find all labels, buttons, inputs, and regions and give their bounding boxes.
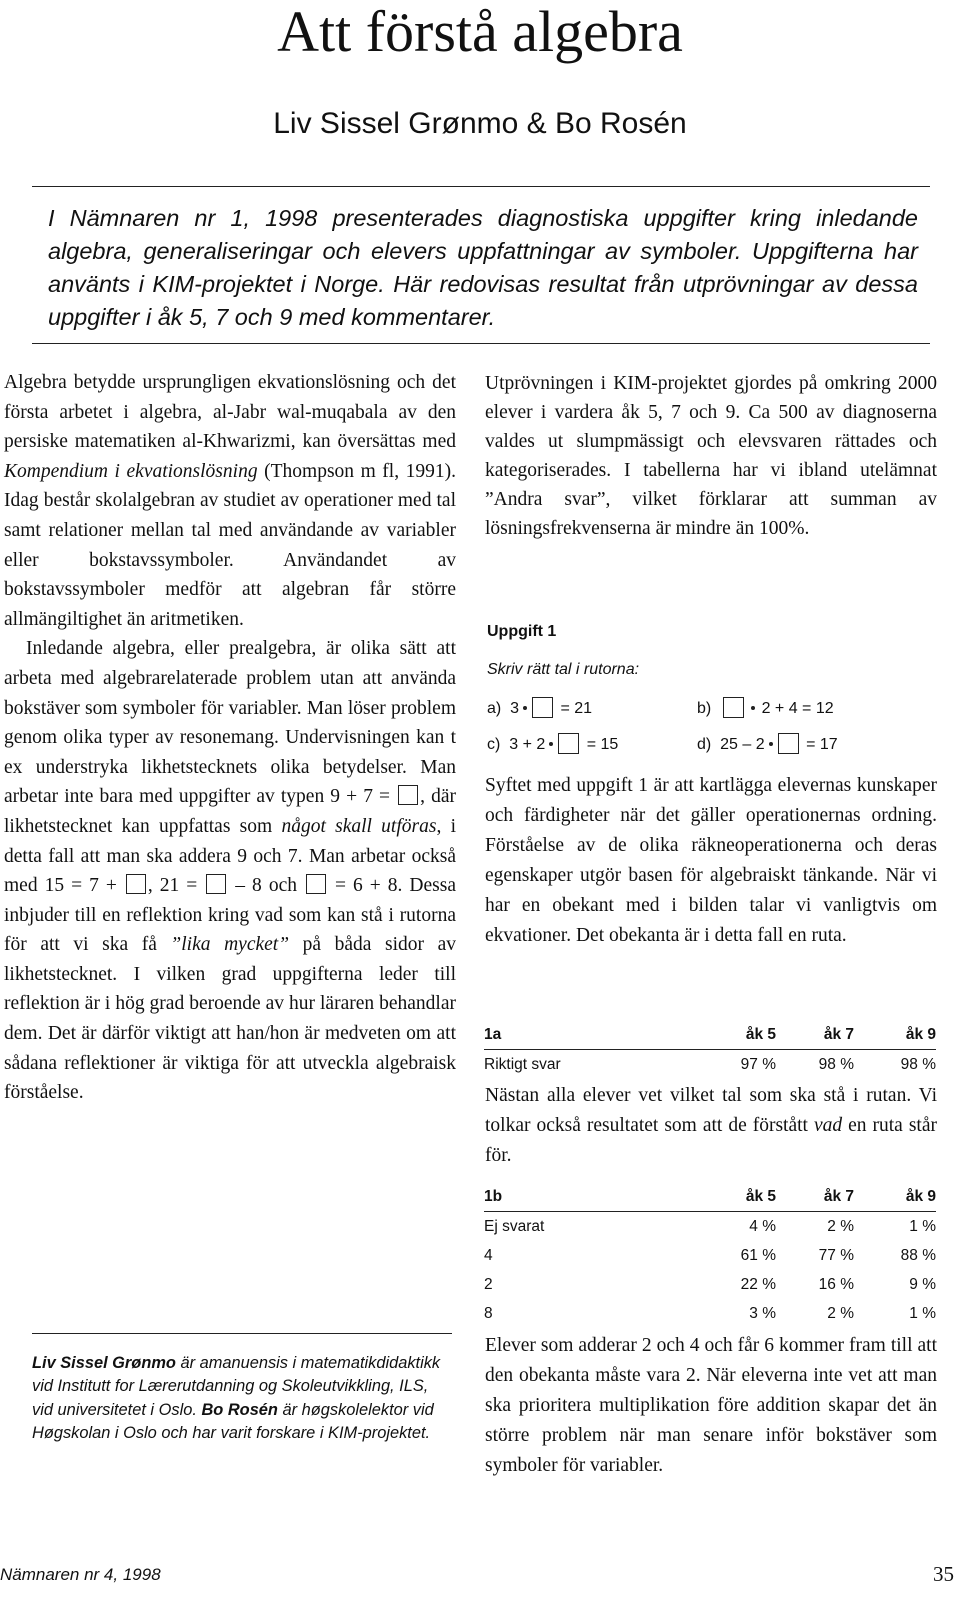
article-authors: Liv Sissel Grønmo & Bo Rosén xyxy=(273,107,687,140)
text-run: på båda sidor av likhetstecknet. I vilken grad uppgifterna leder till reflektion är i hög grad beroende av hur läraren behandlar dem. Det är därför viktigt att han/hon är medveten om att sådana reflektioner är viktiga för att utveckla algebraisk förståelse. xyxy=(4,934,456,1104)
table-cell: 1 % xyxy=(909,1217,936,1235)
table-cell: 3 % xyxy=(749,1304,776,1322)
author-bio xyxy=(32,1352,442,1446)
table-cell: 2 % xyxy=(827,1217,854,1235)
abstract-text: I Nämnaren nr 1, 1998 presenterades diagnostiska uppgifter kring inledande algebra, generaliseringar och elevers uppfattningar av symboler. Uppgifterna har använts i KIM-projektet i Norge. Här redovisas resultat från utprövningar av dessa uppgifter i åk 5, 7 och 9 med kommentarer. xyxy=(48,205,918,330)
task-label: c) xyxy=(487,736,501,753)
task-c xyxy=(487,733,618,757)
task-expression: = 21 xyxy=(560,700,593,717)
task-label: d) xyxy=(697,736,712,753)
empty-box xyxy=(398,785,418,805)
text-run: = 6 + 8. Dessa inbjuder till en reflektion kring vad som kan stå i rutorna för att vi ska få xyxy=(4,875,456,956)
text-run: , i detta fall att man ska addera 9 och 7. Man arbetar också med 15 = 7 + xyxy=(4,815,456,897)
paragraph-text: Elever som adderar 2 och 4 och får 6 kommer fram till att den obekanta måste vara 2. När eleverna inte vet att man ska prioritera multiplikation före addition skapar det än större problem när man senare inför bokstäver som symboler för variabler. xyxy=(485,1335,937,1476)
empty-box xyxy=(306,874,326,894)
table-row xyxy=(484,1212,936,1242)
article-title: Att förstå algebra xyxy=(277,0,683,64)
task-label: a) xyxy=(487,700,502,717)
empty-box xyxy=(126,874,146,894)
table-row xyxy=(484,1270,936,1299)
task-expression: 2 + 4 = 12 xyxy=(761,700,834,717)
page-number: 35 xyxy=(933,1562,954,1586)
text-run: Nästan alla elever vet vilket tal som ska stå i rutan. Vi tolkar också resultatet som att de förstått xyxy=(485,1085,937,1136)
abstract-bottom-rule xyxy=(32,343,930,344)
task-expression: = 17 xyxy=(806,736,838,753)
paragraph-text: Utprövningen i KIM-projektet gjordes på omkring 2000 elever i vardera åk 5, 7 och 9. Ca 500 av diagnoserna valdes ut slumpmässigt och elevsvaren rättades och kategoriserades. I tabellerna har vi ibland utelämnat ”Andra svar”, vilket förklarar att summan av lösningsfrekvenserna är mindre än 100%. xyxy=(485,373,937,539)
results-table-1b xyxy=(484,1182,936,1328)
paragraph-text: Syftet med uppgift 1 är att kartlägga elevernas kunskaper och färdigheter när det gäller operationernas ordning. Förståelse av de olika räkneoperationerna och deras egenskaper utgör basen för algebraiskt tänkande. När vi har en obekant med i bilden talar vi vanligtvis om ekvationer. Det obekanta är i detta fall en ruta. xyxy=(485,775,937,946)
bio-name: Bo Rosén xyxy=(201,1400,278,1419)
table-cell: 9 % xyxy=(909,1275,936,1293)
answer-box xyxy=(558,733,579,754)
task-instruction: Skriv rätt tal i rutorna: xyxy=(487,661,640,678)
answer-box xyxy=(778,733,799,754)
bio-rule xyxy=(32,1333,452,1334)
table-cell: 22 % xyxy=(740,1275,776,1293)
table-header: åk 5 xyxy=(694,1020,776,1050)
table-row xyxy=(484,1241,936,1270)
table-cell: Riktigt svar xyxy=(484,1055,561,1073)
table-cell: 2 % xyxy=(827,1304,854,1322)
task-a xyxy=(487,697,592,721)
table-row xyxy=(484,1050,936,1080)
table-cell: Ej svarat xyxy=(484,1217,545,1235)
task-expression: 25 – 2 xyxy=(720,736,765,753)
text-run: , där likhetstecknet kan uppfattas som xyxy=(4,786,457,837)
text-run: (Thompson m fl, 1991). Idag består skolalgebran av studiet av operationer med tal samt relationer mellan tal med användande av variabler eller bokstavssymboler. Användandet av bokstavssymboler medför att algebran får större allmängiltighet än aritmetiken. xyxy=(4,460,456,630)
table-cell: 16 % xyxy=(818,1275,854,1293)
table-cell: 1 % xyxy=(909,1304,936,1322)
results-table-1a xyxy=(484,1020,936,1079)
footer-journal: Nämnaren nr 4, 1998 xyxy=(0,1565,161,1584)
right-paragraph-2 xyxy=(485,771,937,951)
text-run: , 21 = xyxy=(147,875,205,897)
table-header: åk 7 xyxy=(776,1182,854,1212)
table-header: åk 9 xyxy=(854,1182,936,1212)
table-cell: 2 xyxy=(484,1275,493,1293)
text-run: Inledande algebra, eller prealgebra, är olika sätt att arbeta med algebrarelaterade problem utan att använda bokstäver som symboler för variabler. Man löser problem genom olika typer av resonemang. Undervisningen kan t ex understryka likhetstecknets olika betydelser. Man arbetar inte bara med uppgifter av typen 9 + 7 = xyxy=(4,638,456,808)
answer-box xyxy=(532,697,553,718)
multiply-dot-icon xyxy=(523,706,527,710)
right-paragraph-4 xyxy=(485,1331,937,1481)
task-b xyxy=(697,697,834,721)
table-cell: 4 % xyxy=(749,1217,776,1235)
left-column xyxy=(4,368,456,1108)
task-expression: 3 + 2 xyxy=(509,736,546,753)
table-cell: 8 xyxy=(484,1304,493,1322)
multiply-dot-icon xyxy=(549,742,553,746)
table-header: 1b xyxy=(484,1182,694,1212)
emphasis: vad xyxy=(813,1115,843,1136)
table-header: åk 7 xyxy=(776,1020,854,1050)
table-cell: 61 % xyxy=(740,1246,776,1264)
table-cell: 98 % xyxy=(900,1055,936,1073)
bio-name: Liv Sissel Grønmo xyxy=(32,1354,176,1372)
left-paragraph-2 xyxy=(4,634,456,1108)
task-expression: 3 xyxy=(510,700,520,717)
multiply-dot-icon xyxy=(751,706,755,710)
table-header: åk 5 xyxy=(694,1182,776,1212)
task-expression: = 15 xyxy=(586,736,619,753)
table-cell: 88 % xyxy=(900,1246,936,1264)
emphasis: något skall utföras xyxy=(281,815,437,837)
left-paragraph-1 xyxy=(4,368,456,634)
abstract xyxy=(48,202,918,334)
emphasis: ”lika mycket” xyxy=(170,934,290,956)
answer-box xyxy=(723,697,744,718)
multiply-dot-icon xyxy=(769,742,773,746)
text-run: Algebra betydde ursprungligen ekvationslösning och det första arbetet i algebra, al-Jabr wal-muqabala av den persiske matematiken al-Khwarizmi, kan översättas med xyxy=(4,372,456,453)
abstract-top-rule xyxy=(32,186,930,187)
table-header: åk 9 xyxy=(854,1020,936,1050)
task-d xyxy=(697,733,838,757)
table-row xyxy=(484,1299,936,1328)
book-title: Kompendium i ekvationslösning xyxy=(4,460,258,482)
text-run: – 8 och xyxy=(228,875,304,897)
bio-text: är amanuensis i matematikdidaktikk vid Institutt for Lærerutdanning og Skoleutvikkling, ILS, vid universitetet i Oslo. xyxy=(32,1354,441,1419)
table-cell: 4 xyxy=(484,1246,493,1264)
table-cell: 77 % xyxy=(818,1246,854,1264)
table-header: 1a xyxy=(484,1020,694,1050)
bio-text: är høgskolelektor vid Høgskolan i Oslo och har varit forskare i KIM-projektet. xyxy=(32,1400,434,1443)
table-cell: 98 % xyxy=(818,1055,854,1073)
text-run: en ruta står för. xyxy=(485,1115,937,1166)
task-heading: Uppgift 1 xyxy=(487,623,557,640)
task-label: b) xyxy=(697,700,712,717)
right-paragraph-1 xyxy=(485,369,937,543)
empty-box xyxy=(206,874,226,894)
table-cell: 97 % xyxy=(740,1055,776,1073)
right-paragraph-3 xyxy=(485,1081,937,1171)
